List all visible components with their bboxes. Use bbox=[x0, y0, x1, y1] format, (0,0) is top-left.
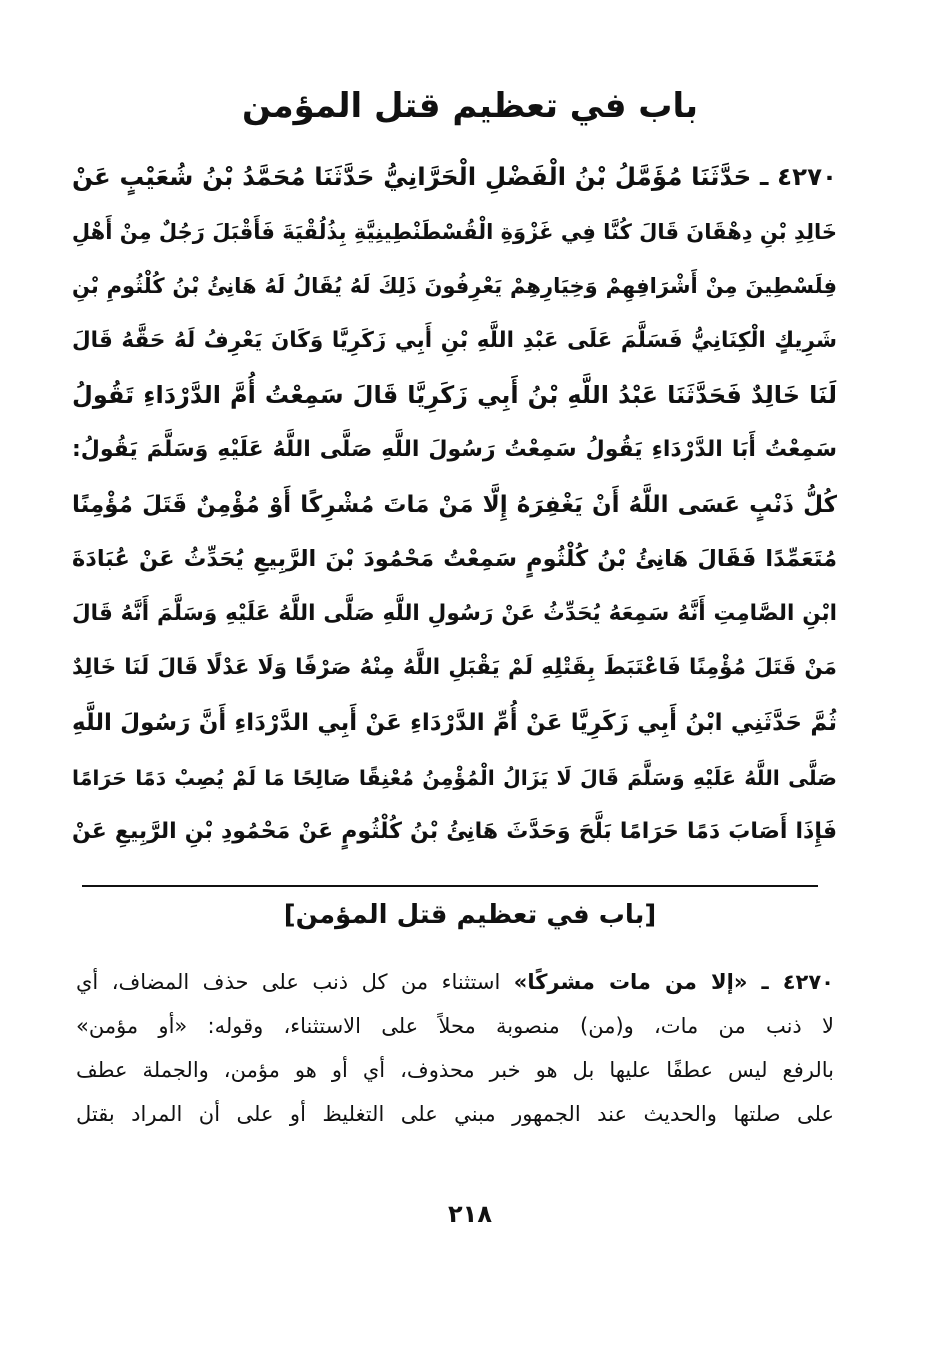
commentary-line-text: استثناء من كل ذنب على حذف المضاف، أي bbox=[76, 970, 501, 994]
hadith-line: سَمِعْتُ أَبَا الدَّرْدَاءِ يَقُولُ سَمِعْتُ رَسُولَ اللَّهِ صَلَّى اللَّهُ عَلَيْهِ وَسَلَّمَ يَقُولُ: bbox=[72, 436, 837, 462]
hadith-line: شَرِيكٍ الْكِنَانِيُّ فَسَلَّمَ عَلَى عَبْدِ اللَّهِ بْنِ أَبِي زَكَرِيَّا وَكَانَ يَعْرِفُ لَهُ حَقَّهُ قَالَ bbox=[72, 327, 837, 353]
commentary-line: بالرفع ليس عطفًا عليها بل هو خبر محذوف، أي أو هو مؤمن، والجملة عطف bbox=[76, 1058, 834, 1082]
hadith-text bbox=[72, 150, 837, 860]
hadith-line: ٤٢٧٠ ـ حَدَّثَنَا مُؤَمَّلُ بْنُ الْفَضْلِ الْحَرَّانِيُّ حَدَّثَنَا مُحَمَّدُ بْنُ شُعَيْبٍ عَنْ bbox=[72, 162, 837, 191]
hadith-line: فِلَسْطِينَ مِنْ أَشْرَافِهِمْ وَخِيَارِهِمْ يَعْرِفُونَ ذَلِكَ لَهُ يُقَالُ لَهُ هَانِئُ بْنُ كُلْثُومِ بْنِ bbox=[72, 274, 837, 299]
commentary-text bbox=[76, 960, 834, 1136]
chapter-title: باب في تعظيم قتل المؤمن bbox=[242, 86, 698, 126]
hadith-line: مُتَعَمِّدًا فَقَالَ هَانِئُ بْنُ كُلْثُومٍ سَمِعْتُ مَحْمُودَ بْنَ الرَّبِيعِ يُحَدِّثُ عَنْ عُبَادَةَ bbox=[72, 546, 837, 573]
footnote-divider bbox=[82, 885, 818, 887]
page-number: ٢١٨ bbox=[448, 1200, 492, 1228]
commentary-line: لا ذنب من مات، و(من) منصوبة محلاً على الاستثناء، وقوله: «أو مؤمن» bbox=[76, 1014, 834, 1038]
hadith-line: فَإِذَا أَصَابَ دَمًا حَرَامًا بَلَّحَ وَحَدَّثَ هَانِئُ بْنُ كُلْثُومٍ عَنْ مَحْمُودِ بْنِ الرَّبِيعِ عَنْ bbox=[72, 819, 837, 845]
commentary-lead: ٤٢٧٠ ـ «إلا من مات مشركًا» bbox=[513, 970, 834, 994]
hadith-line: صَلَّى اللَّهُ عَلَيْهِ وَسَلَّمَ قَالَ لَا يَزَالُ الْمُؤْمِنُ مُعْنِقًا صَالِحًا مَا لَمْ يُصِبْ دَمًا حَرَامًا bbox=[72, 765, 837, 790]
hadith-line: مَنْ قَتَلَ مُؤْمِنًا فَاعْتَبَطَ بِقَتْلِهِ لَمْ يَقْبَلِ اللَّهُ مِنْهُ صَرْفًا وَلَا عَدْلًا قَالَ لَنَا خَالِدٌ bbox=[72, 655, 837, 681]
hadith-line: ثُمَّ حَدَّثَنِي ابْنُ أَبِي زَكَرِيَّا عَنْ أُمِّ الدَّرْدَاءِ عَنْ أَبِي الدَّرْدَاءِ أَنَّ رَسُولَ اللَّهِ bbox=[72, 709, 837, 736]
hadith-line: كُلُّ ذَنْبٍ عَسَى اللَّهُ أَنْ يَغْفِرَهُ إِلَّا مَنْ مَاتَ مُشْرِكًا أَوْ مُؤْمِنٌ قَتَلَ مُؤْمِنًا bbox=[72, 491, 837, 518]
hadith-line: ابْنِ الصَّامِتِ أَنَّهُ سَمِعَهُ يُحَدِّثُ عَنْ رَسُولِ اللَّهِ صَلَّى اللَّهُ عَلَيْهِ وَسَلَّمَ أَنَّهُ قَالَ bbox=[72, 600, 837, 626]
hadith-line: خَالِدِ بْنِ دِهْقَانَ قَالَ كُنَّا فِي غَزْوَةِ الْقُسْطَنْطِينِيَّةِ بِذُلُقْيَةَ فَأَقْبَلَ رَجُلٌ مِنْ أَهْلِ bbox=[72, 219, 837, 244]
commentary-line: على صلتها والحديث عند الجمهور مبني على التغليظ أو على أن المراد بقتل bbox=[76, 1102, 834, 1126]
commentary-title: [باب في تعظيم قتل المؤمن] bbox=[283, 900, 657, 930]
commentary-line bbox=[76, 960, 834, 1004]
hadith-line: لَنَا خَالِدٌ فَحَدَّثَنَا عَبْدُ اللَّهِ بْنُ أَبِي زَكَرِيَّا قَالَ سَمِعْتُ أُمَّ الدَّرْدَاءِ تَقُولُ bbox=[72, 381, 837, 410]
